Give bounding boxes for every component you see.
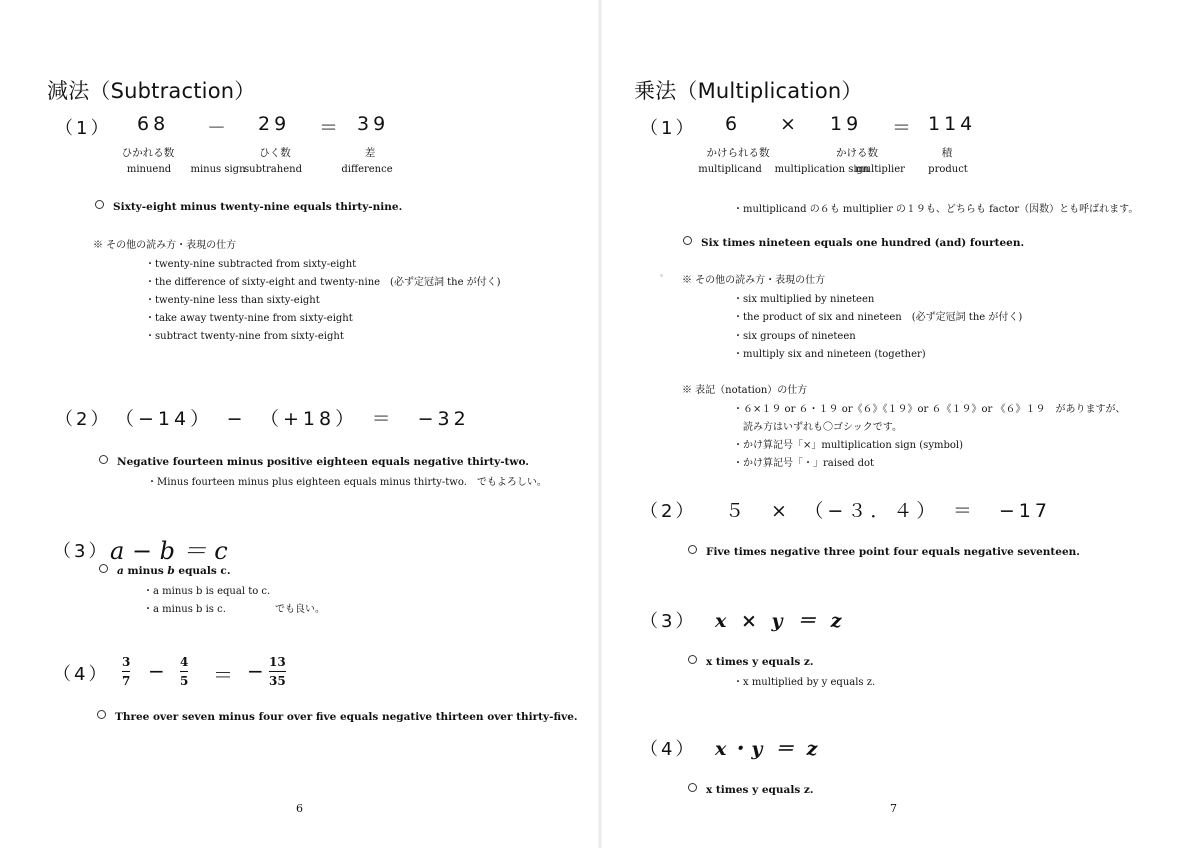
problem-4-label: （4）: [53, 664, 110, 685]
reading-4: Three over seven minus four over five equals negative thirteen over thirty-five.: [97, 710, 578, 723]
page-number: 7: [890, 802, 897, 815]
reading-2: Five times negative three point four equals negative seventeen.: [688, 545, 1080, 558]
subtrahend-value: 29: [258, 113, 291, 135]
label-jp-multiplicand: かけられる数: [706, 147, 770, 159]
equals-sign: ＝: [213, 663, 233, 687]
reading-4: x times y equals z.: [688, 783, 814, 796]
reading-3: a minus b equals c.: [99, 564, 230, 577]
label-en-minus-sign: minus sign: [190, 164, 246, 175]
product-value: 114: [928, 113, 977, 135]
minuend-value: 68: [137, 113, 170, 135]
problem-3-label: （3）: [53, 541, 110, 562]
label-en-difference: difference: [341, 164, 393, 175]
fraction-three-sevenths: 3 7: [122, 655, 131, 688]
label-en-product: product: [928, 164, 968, 175]
reading-3: x times y equals z.: [688, 655, 814, 668]
circle-bullet-icon: [688, 545, 697, 554]
page-title: 乗法（Multiplication）: [634, 79, 863, 103]
label-en-multiplication-sign: multiplication sign: [774, 164, 870, 175]
multiplicand-value: 6: [725, 113, 742, 135]
label-jp-difference: 差: [364, 147, 376, 159]
label-en-subtrahend: subtrahend: [244, 164, 302, 175]
reading-2: Negative fourteen minus positive eighteen equals negative thirty-two.: [99, 455, 529, 468]
label-jp-minuend: ひかれる数: [121, 147, 175, 159]
circle-bullet-icon: [99, 564, 108, 573]
right-page: [600, 0, 1200, 848]
factor-note: ・multiplicand の６も multiplier の１９も、どちらも factor（因数）とも呼ばれます。: [733, 204, 1139, 215]
reading-1: Sixty-eight minus twenty-nine equals thirty-nine.: [95, 200, 402, 213]
page-number: 6: [296, 802, 303, 815]
equals-sign: ＝: [319, 117, 343, 139]
circle-bullet-icon: [95, 200, 104, 209]
label-jp-product: 積: [941, 147, 953, 159]
scan-speck: [660, 274, 663, 277]
other-reading-item: ・multiply six and nineteen (together): [733, 349, 926, 360]
label-jp-subtrahend: ひく数: [259, 147, 291, 159]
negative-sign: −: [247, 659, 264, 683]
circle-bullet-icon: [99, 455, 108, 464]
minus-operator: －: [207, 117, 231, 139]
other-reading-item: ・six multiplied by nineteen: [733, 294, 875, 305]
multiplier-value: 19: [830, 113, 863, 135]
other-reading-item: ・twenty-nine less than sixty-eight: [145, 295, 320, 306]
problem-3-expression: a − b ＝ c: [110, 537, 228, 565]
other-reading-item: ・take away twenty-nine from sixty-eight: [145, 313, 353, 324]
notation-title: ※ 表記（notation）の仕方: [682, 385, 808, 396]
page-title: 減法（Subtraction）: [47, 79, 256, 103]
circle-bullet-icon: [688, 783, 697, 792]
reading-3-alt-1: ・a minus b is equal to c.: [143, 586, 271, 597]
reading-3-alt-2: ・a minus b is c.: [143, 604, 226, 615]
problem-2-expression: （−14） − （+18） ＝ −32: [115, 408, 470, 430]
problem-3-label: （3）: [640, 611, 697, 632]
reading-3-alt-2-suffix: でも良い。: [275, 604, 325, 615]
reading-1: Six times nineteen equals one hundred (and) fourteen.: [683, 236, 1024, 249]
notation-item: 読み方はいずれも〇ゴシックです。: [733, 422, 902, 433]
circle-bullet-icon: [683, 236, 692, 245]
equals-sign: ＝: [892, 117, 916, 139]
minus-operator: −: [148, 659, 165, 683]
notation-item: ・６×１９ or ６・１９ or《６》《１９》or ６《１９》or 《６》１９ がありますが、: [733, 404, 1126, 415]
problem-3-expression: x × y ＝ z: [715, 610, 846, 632]
other-reading-item: ・twenty-nine subtracted from sixty-eight: [145, 259, 357, 270]
fraction-four-fifths: 4 5: [180, 655, 189, 688]
other-readings-title: ※ その他の読み方・表現の仕方: [93, 240, 237, 251]
problem-2-label: （2）: [640, 501, 697, 522]
times-operator: ×: [780, 113, 800, 135]
other-reading-item: ・the product of six and nineteen (必ず定冠詞 the が付く): [733, 312, 1023, 323]
fraction-thirteen-thirty-fifths: 13 35: [269, 655, 286, 688]
label-jp-multiplier: かける数: [836, 147, 878, 159]
problem-4-expression: x・y ＝ z: [715, 738, 821, 760]
notation-item: ・かけ算記号「・」raised dot: [733, 458, 875, 469]
problem-1-label: （1）: [640, 118, 697, 139]
circle-bullet-icon: [688, 655, 697, 664]
problem-1-label: （1）: [55, 118, 112, 139]
other-reading-item: ・the difference of sixty-eight and twenty-nine (必ず定冠詞 the が付く): [145, 277, 501, 288]
label-en-multiplier: multiplier: [855, 164, 905, 175]
label-en-multiplicand: multiplicand: [698, 164, 762, 175]
circle-bullet-icon: [97, 710, 106, 719]
label-en-minuend: minuend: [126, 164, 172, 175]
reading-3-alt: ・x multiplied by y equals z.: [733, 677, 876, 688]
other-reading-item: ・subtract twenty-nine from sixty-eight: [145, 331, 344, 342]
problem-2-expression: ５ × （−３．４） ＝ −17: [725, 500, 1051, 522]
other-reading-item: ・six groups of nineteen: [733, 331, 856, 342]
problem-2-label: （2）: [55, 409, 112, 430]
other-readings-title: ※ その他の読み方・表現の仕方: [682, 275, 826, 286]
reading-2-alt: ・Minus fourteen minus plus eighteen equals minus thirty-two. でもよろしい。: [147, 477, 547, 488]
difference-value: 39: [357, 113, 390, 135]
notation-item: ・かけ算記号「×」multiplication sign (symbol): [733, 440, 963, 451]
problem-4-label: （4）: [640, 739, 697, 760]
